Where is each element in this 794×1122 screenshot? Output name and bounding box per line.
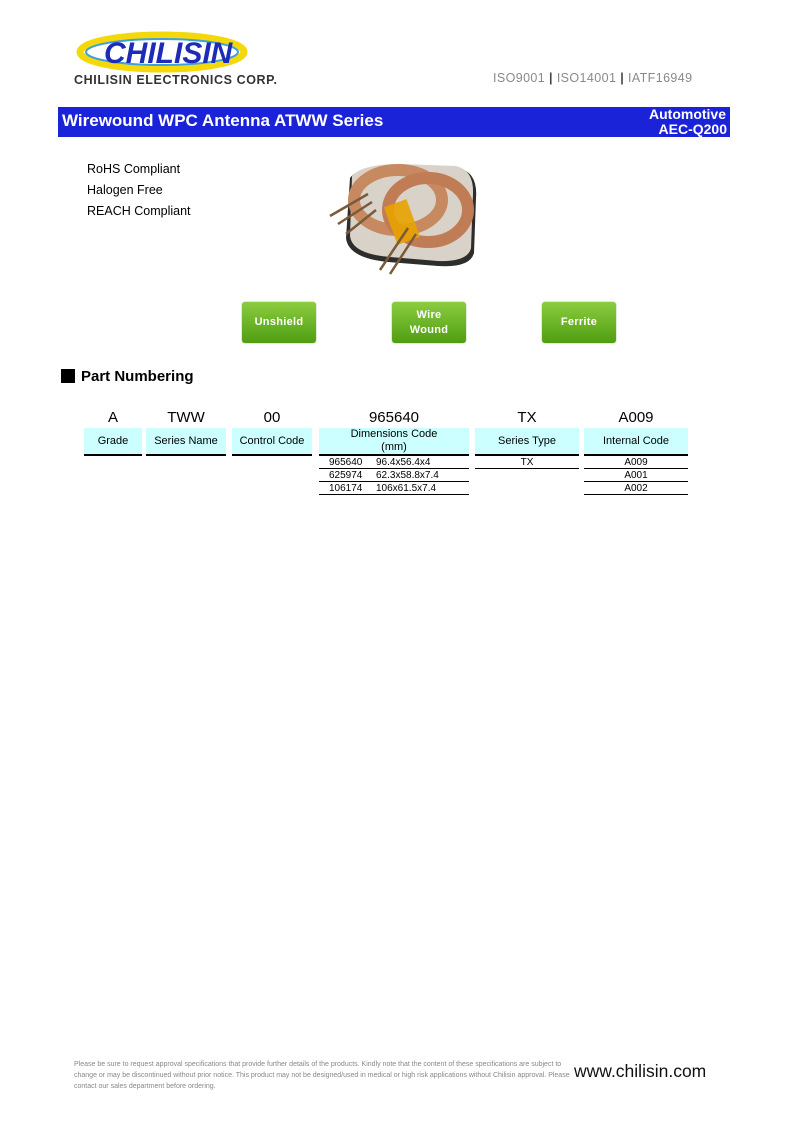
header-internal-code: Internal Code [584,428,688,456]
header-dimensions-label: Dimensions Code [350,428,438,440]
logo-wordmark: CHILISIN [104,37,233,70]
page-title: Wirewound WPC Antenna ATWW Series [62,111,384,130]
row-divider [319,468,469,469]
disclaimer-text: Please be sure to request approval specifications that provide further details of the products. Kindly note that the content of these specifications are subject to change or may be discontinued without prior notice. This product may not be designed/used in medical or high risk applications without Chilisin approval. Please contact our sales department before ordering. [74,1061,570,1090]
header-dimensions-unit: (mm) [381,441,407,453]
certifications [493,71,692,85]
row-divider [319,494,469,495]
cert-iatf16949: IATF16949 [627,71,693,85]
feature-wire-wound [392,302,466,343]
code-internal: A009 [618,409,654,426]
cert-iso14001: ISO14001 [556,71,617,85]
row-divider [475,468,579,469]
feature-wire-label: Wire [416,308,442,321]
internal-code-row: A009 [624,457,648,468]
header-series-type: Series Type [475,428,579,456]
internal-code-row: A002 [624,483,648,494]
feature-wound-label: Wound [409,323,449,336]
compliance-reach: REACH Compliant [87,204,191,218]
product-coil-image [328,158,478,278]
header-control-code: Control Code [232,428,312,456]
cert-separator: | [549,71,553,85]
code-dimensions: 965640 [368,409,420,426]
internal-code-row: A001 [624,470,648,481]
row-divider [584,468,688,469]
cert-iso9001: ISO9001 [493,71,546,85]
dim-code-row: 106174 [329,483,363,494]
code-grade: A [107,409,118,426]
dim-size-row: 62.3x58.8x7.4 [376,470,439,481]
aec-q200-badge: AEC-Q200 [658,121,727,137]
code-series-type: TX [517,409,537,426]
dim-code-row: 625974 [329,470,363,481]
dim-size-row: 96.4x56.4x4 [376,457,431,468]
row-divider [319,481,469,482]
header-grade: Grade [84,428,142,456]
code-series-name: TWW [167,409,205,426]
section-bullet [61,369,75,383]
feature-ferrite [542,302,616,343]
row-divider [584,481,688,482]
compliance-rohs: RoHS Compliant [87,162,181,176]
compliance-halogen: Halogen Free [87,183,163,197]
feature-ferrite-label: Ferrite [560,316,598,328]
dim-size-row: 106x61.5x7.4 [376,483,437,494]
company-name: CHILISIN ELECTRONICS CORP. [74,73,278,87]
feature-unshield [242,302,316,343]
automotive-badge: Automotive [649,106,726,122]
header-series-name: Series Name [146,428,226,456]
header-dimensions-code [319,428,469,456]
series-type-row: TX [520,457,534,468]
website-link[interactable]: www.chilisin.com [574,1061,707,1081]
section-title: Part Numbering [81,368,194,385]
cert-separator: | [620,71,625,85]
code-control: 00 [263,409,281,426]
feature-unshield-label: Unshield [254,316,304,328]
dim-code-row: 965640 [329,457,363,468]
row-divider [584,494,688,495]
